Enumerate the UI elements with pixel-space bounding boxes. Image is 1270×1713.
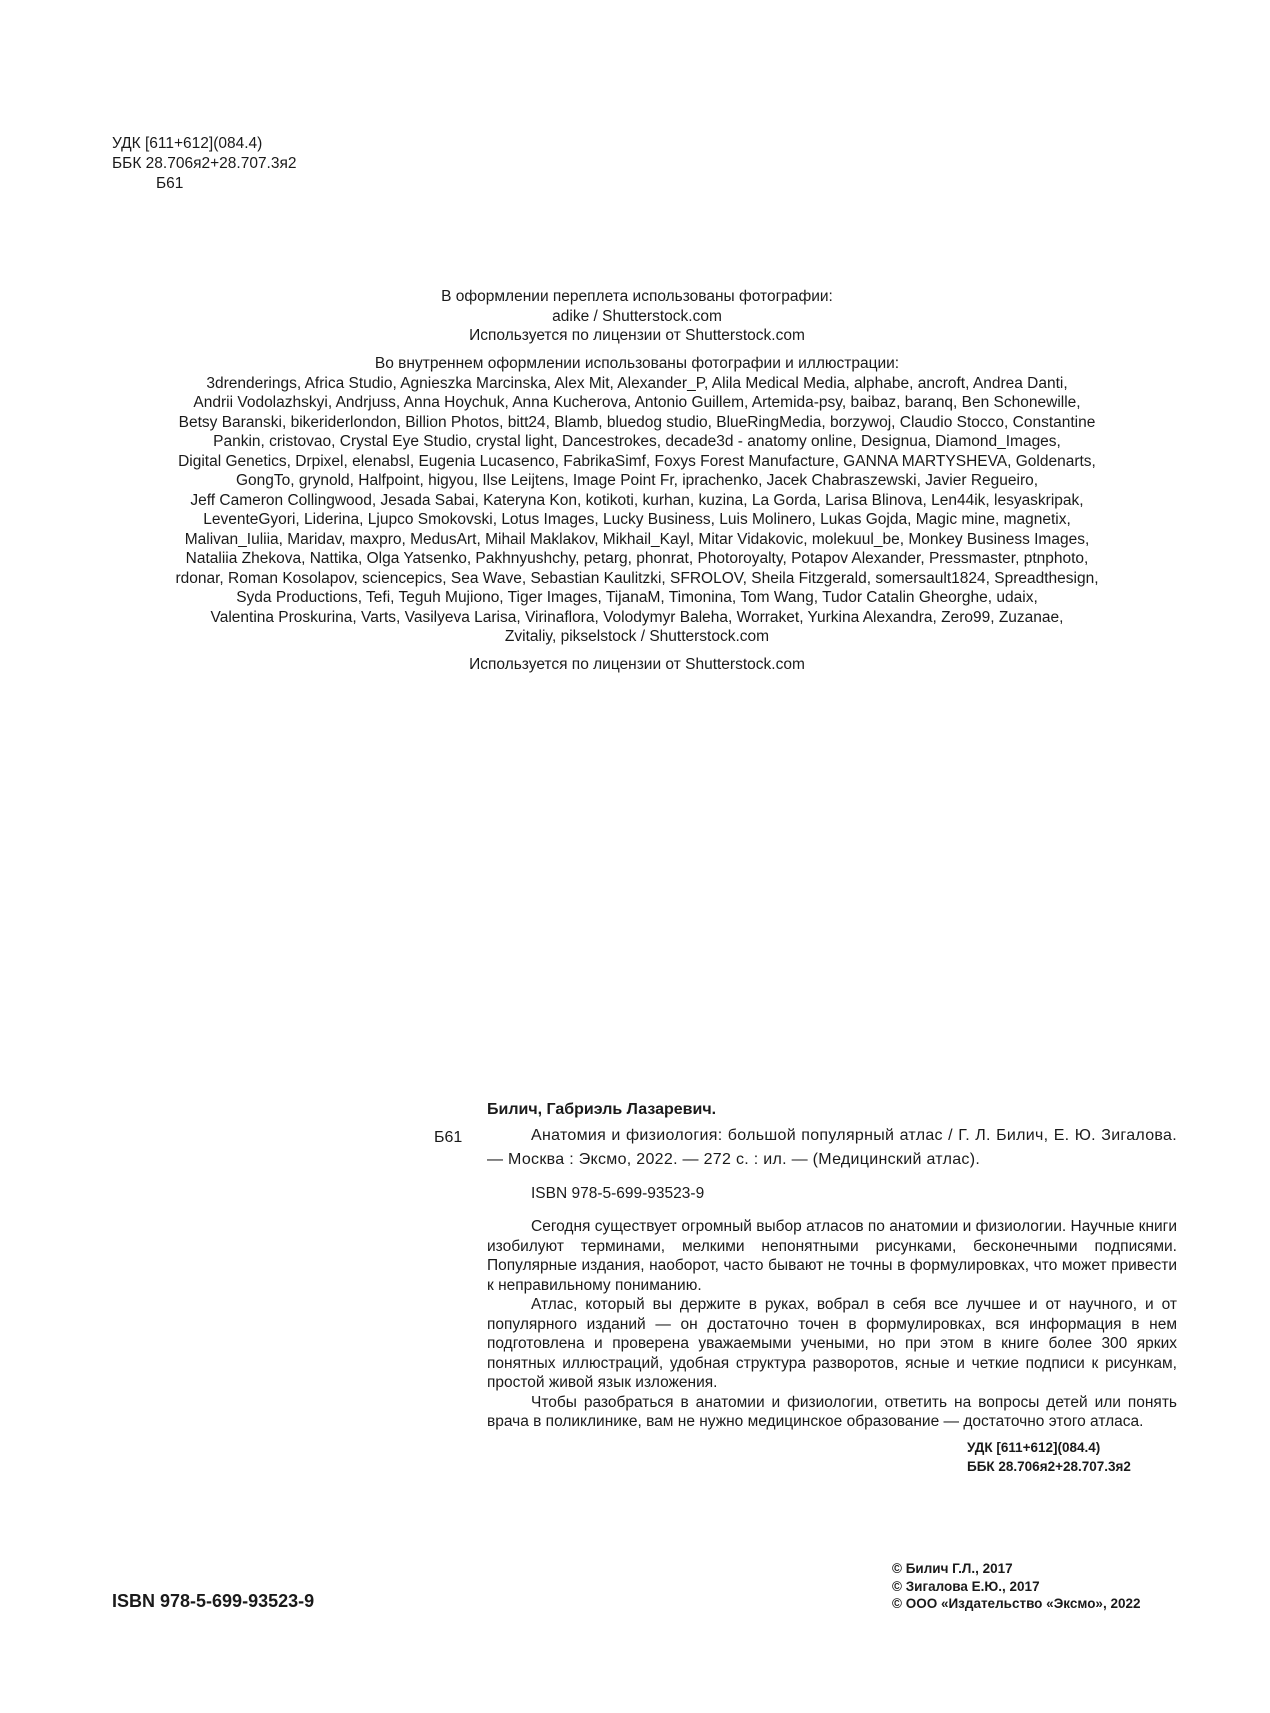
credits-line: Nataliia Zhekova, Nattika, Olga Yatsenko, Pakhnyushchy, petarg, phonrat, Photoroyalty, Potapov Alexander, Pressmaster, ptnphoto, <box>185 550 1089 567</box>
credits-line: Zvitaliy, pikselstock / Shutterstock.com <box>504 628 770 645</box>
card-title-description: Анатомия и физиология: большой популярный атлас / Г. Л. Билич, Е. Ю. Зигалова. — Москва : Эксмо, 2022. — 272 с. : ил. — (Медицинский атлас). <box>487 1126 1177 1168</box>
top-author-mark: Б61 <box>156 175 184 192</box>
abstract-paragraph: Атлас, который вы держите в руках, вобрал в себя все лучшее и от научного, и от популярного изданий — он достаточно точен в формулировках, вся информация в нем подготовлена и проверена уважаемыми учеными, но при этом в книге более 300 ярких понятных иллюстраций, удобная структура разворотов, ясные и четкие подписи к рисункам, простой живой язык изложения. <box>487 1296 1177 1391</box>
card-isbn: ISBN 978-5-699-93523-9 <box>531 1184 705 1202</box>
credits-line: Jeff Cameron Collingwood, Jesada Sabai, Kateryna Kon, kotikoti, kurhan, kuzina, La Gorda, Larisa Blinova, Len44ik, lesyaskripak, <box>190 491 1084 509</box>
credits-line: Syda Productions, Tefi, Teguh Mujiono, Tiger Images, TijanaM, Timonina, Tom Wang, Tudor Catalin Gheorghe, udaix, <box>236 589 1038 606</box>
inner-credits-license: Используется по лицензии от Shutterstock.com <box>469 655 805 673</box>
credits-line: Valentina Proskurina, Varts, Vasilyeva Larisa, Virinaflora, Volodymyr Baleha, Worraket, Yurkina Alexandra, Zero99, Zuzanae, <box>210 608 1064 626</box>
inner-credits-names <box>112 374 1162 647</box>
card-bbk: ББК 28.706я2+28.707.3я2 <box>967 1458 1131 1474</box>
credits-line: 3drenderings, Africa Studio, Agnieszka Marcinska, Alex Mit, Alexander_P, Alila Medical Media, alphabe, ancroft, Andrea Danti, <box>206 374 1068 392</box>
credits-line: Andrii Vodolazhskyi, Andrjuss, Anna Hoychuk, Anna Kucherova, Antonio Guillem, Artemida-psy, baibaz, baranq, Ben Schonewille, <box>193 394 1081 411</box>
card-udk: УДК [611+612](084.4) <box>967 1439 1101 1455</box>
credits-line: Pankin, cristovao, Crystal Eye Studio, crystal light, Dancestrokes, decade3d - anatomy online, Designua, Diamond_Images, <box>213 433 1061 450</box>
credits-line: GongTo, grynold, Halfpoint, higyou, Ilse Leijtens, Image Point Fr, iprachenko, Jacek Chabraszewski, Javier Regueiro, <box>235 472 1039 489</box>
abstract-paragraph: Чтобы разобраться в анатомии и физиологии, ответить на вопросы детей или понять врача в поликлинике, вам не нужно медицинское образование — достаточно этого атласа. <box>487 1393 1177 1430</box>
credits-line: Malivan_Iuliia, Maridav, maxpro, MedusArt, Mihail Maklakov, Mikhail_Kayl, Mitar Vidakovic, molekuul_be, Monkey Business Images, <box>184 530 1090 548</box>
credits-line: Betsy Baranski, bikeriderlondon, Billion Photos, bitt24, Blamb, bluedog studio, BlueRingMedia, borzywoj, Claudio Stocco, Constantine <box>178 413 1096 431</box>
copyright-line: © Билич Г.Л., 2017 <box>892 1561 1013 1576</box>
cover-credits-source: adike / Shutterstock.com <box>552 307 722 325</box>
card-classification <box>487 1438 1177 1476</box>
cover-photo-credits <box>112 287 1162 346</box>
credits-line: Digital Genetics, Drpixel, elenabsl, Eugenia Lucasenco, FabrikaSimf, Foxys Forest Manufacture, GANNA MARTYSHEVA, Goldenarts, <box>178 452 1096 470</box>
catalog-card <box>487 1100 1177 1476</box>
inner-photo-credits <box>112 354 1162 674</box>
copyright-line: © ООО «Издательство «Эксмо», 2022 <box>892 1596 1141 1611</box>
cover-credits-heading: В оформлении переплета использованы фотографии: <box>441 288 833 305</box>
copyright-notices <box>892 1560 1140 1613</box>
card-abstract <box>487 1217 1177 1432</box>
cover-credits-license: Используется по лицензии от Shutterstock.com <box>469 327 805 344</box>
top-classification <box>112 134 297 194</box>
card-author: Билич, Габриэль Лазаревич. <box>487 1101 717 1118</box>
abstract-paragraph: Сегодня существует огромный выбор атласов по анатомии и физиологии. Научные книги изобилуют терминами, мелкими непонятными рисунками, бесконечными подписями. Популярные издания, наоборот, часто бывают не точны в формулировках, что может привести к неправильному пониманию. <box>487 1218 1177 1294</box>
credits-line: rdonar, Roman Kosolapov, sciencepics, Sea Wave, Sebastian Kaulitzki, SFROLOV, Sheila Fitzgerald, somersault1824, Spreadthesign, <box>175 569 1099 587</box>
copyright-line: © Зигалова Е.Ю., 2017 <box>892 1578 1040 1594</box>
card-author-mark: Б61 <box>434 1129 463 1146</box>
top-udk: УДК [611+612](084.4) <box>112 135 263 152</box>
footer-isbn: ISBN 978-5-699-93523-9 <box>112 1591 315 1611</box>
credits-line: LeventeGyori, Liderina, Ljupco Smokovski, Lotus Images, Lucky Business, Luis Molinero, Lukas Gojda, Magic mine, magnetix, <box>203 511 1071 528</box>
top-bbk: ББК 28.706я2+28.707.3я2 <box>112 155 297 172</box>
inner-credits-heading: Во внутреннем оформлении использованы фотографии и иллюстрации: <box>374 355 900 372</box>
